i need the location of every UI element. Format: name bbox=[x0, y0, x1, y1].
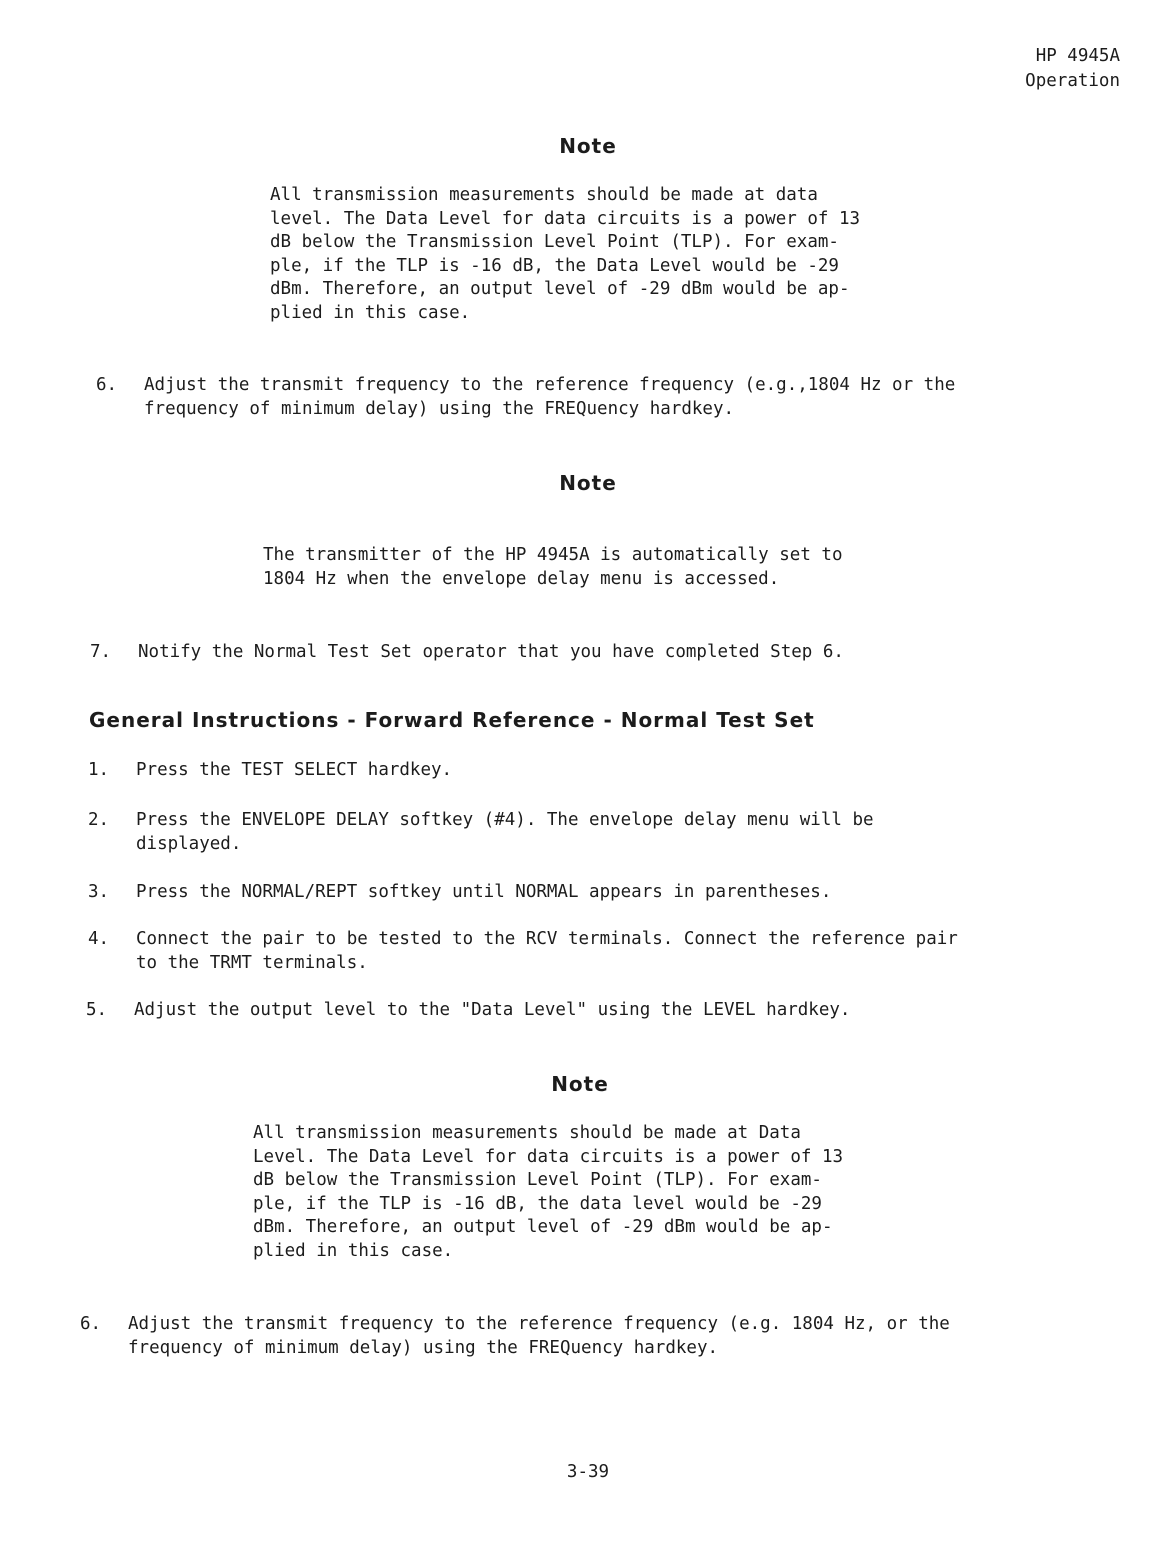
step-line: Adjust the transmit frequency to the reference frequency (e.g.,1804 Hz or the bbox=[144, 375, 956, 395]
note-heading: Note bbox=[551, 1072, 609, 1096]
step-line: Connect the pair to be tested to the RCV terminals. Connect the reference pair bbox=[136, 929, 958, 949]
step-text bbox=[136, 758, 1110, 782]
step-number: 7. bbox=[90, 642, 112, 662]
step-text bbox=[128, 1312, 1102, 1360]
step-number: 5. bbox=[86, 1000, 108, 1020]
step-text bbox=[136, 880, 1110, 904]
note-line: dBm. Therefore, an output level of -29 dBm would be ap- bbox=[253, 1217, 833, 1237]
step-item bbox=[86, 998, 1108, 1022]
step-line: Adjust the transmit frequency to the reference frequency (e.g. 1804 Hz, or the bbox=[128, 1314, 950, 1334]
step-number: 6. bbox=[80, 1314, 102, 1334]
step-line: displayed. bbox=[136, 834, 242, 854]
step-line: to the TRMT terminals. bbox=[136, 953, 368, 973]
step-line: Press the ENVELOPE DELAY softkey (#4). The envelope delay menu will be bbox=[136, 810, 874, 830]
step-number: 3. bbox=[88, 882, 110, 902]
step-item bbox=[88, 758, 1110, 782]
header-model: HP 4945A bbox=[1035, 46, 1120, 66]
step-text bbox=[134, 998, 1108, 1022]
step-line: Adjust the output level to the "Data Level" using the LEVEL hardkey. bbox=[134, 1000, 851, 1020]
step-item bbox=[88, 927, 1110, 975]
step-text: Notify the Normal Test Set operator that you have completed Step 6. bbox=[138, 642, 844, 662]
step-item bbox=[88, 880, 1110, 904]
step-number: 4. bbox=[88, 929, 110, 949]
step-item bbox=[80, 1312, 1102, 1360]
step-line: frequency of minimum delay) using the FREQuency hardkey. bbox=[144, 399, 735, 419]
step-item bbox=[96, 373, 1118, 421]
note-line: level. The Data Level for data circuits is a power of 13 bbox=[270, 208, 861, 229]
note-line: 1804 Hz when the envelope delay menu is accessed. bbox=[263, 568, 780, 589]
step-number: 1. bbox=[88, 760, 110, 780]
note-line: dB below the Transmission Level Point (TLP). For exam- bbox=[270, 232, 839, 252]
note-body bbox=[253, 1122, 935, 1263]
step-item bbox=[88, 808, 1110, 856]
note-body bbox=[270, 184, 950, 325]
header-section: Operation bbox=[1025, 71, 1120, 91]
step-line: Press the NORMAL/REPT softkey until NORMAL appears in parentheses. bbox=[136, 882, 832, 902]
note-line: dBm. Therefore, an output level of -29 dBm would be ap- bbox=[270, 279, 850, 299]
page-number: 3-39 bbox=[566, 1462, 610, 1482]
step-text bbox=[136, 808, 1110, 856]
step-number: 6. bbox=[96, 375, 118, 395]
note-line: All transmission measurements should be made at data bbox=[270, 185, 818, 205]
note-body bbox=[263, 544, 963, 591]
note-heading: Note bbox=[559, 471, 617, 495]
step-line: Press the TEST SELECT hardkey. bbox=[136, 760, 453, 780]
note-line: ple, if the TLP is -16 dB, the Data Level would be -29 bbox=[270, 255, 839, 276]
note-line: The transmitter of the HP 4945A is automatically set to bbox=[263, 545, 843, 565]
step-number: 2. bbox=[88, 810, 110, 830]
note-line: plied in this case. bbox=[270, 302, 471, 323]
note-heading: Note bbox=[559, 134, 617, 158]
note-line: All transmission measurements should be made at Data bbox=[253, 1123, 801, 1143]
step-item bbox=[90, 640, 1112, 664]
page-header bbox=[1025, 44, 1120, 94]
note-line: dB below the Transmission Level Point (TLP). For exam- bbox=[253, 1170, 822, 1190]
note-line: Level. The Data Level for data circuits is a power of 13 bbox=[253, 1146, 844, 1167]
step-text bbox=[136, 927, 1110, 975]
note-line: ple, if the TLP is -16 dB, the data level would be -29 bbox=[253, 1193, 822, 1214]
note-line: plied in this case. bbox=[253, 1240, 454, 1261]
step-line: frequency of minimum delay) using the FREQuency hardkey. bbox=[128, 1338, 719, 1358]
section-heading: General Instructions - Forward Reference - Normal Test Set bbox=[89, 708, 815, 732]
step-text bbox=[144, 373, 1118, 421]
